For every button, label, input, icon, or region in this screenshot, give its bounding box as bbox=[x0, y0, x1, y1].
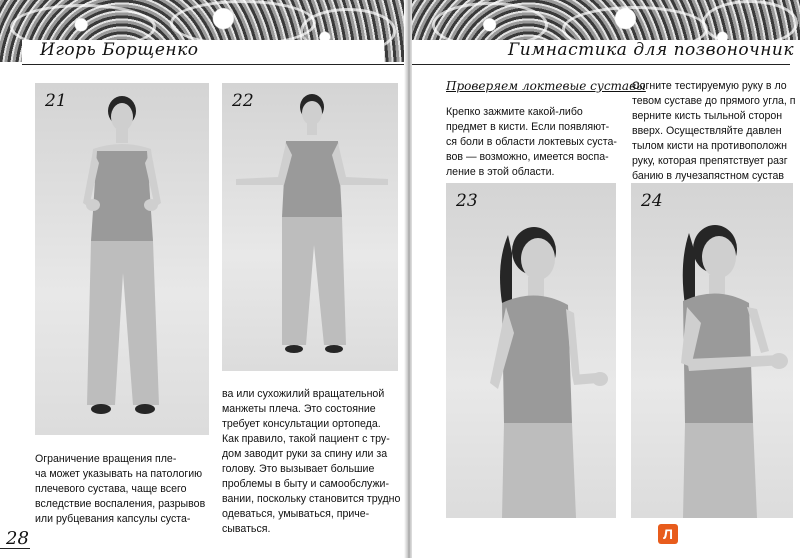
running-header-book-title: Гимнастика для позвоночник bbox=[507, 40, 794, 60]
text-line: предмет в кисти. Если появляют- bbox=[446, 121, 610, 133]
text-line: плечевого сустава, чаще всего bbox=[35, 483, 187, 495]
text-line: банию в лучезапястном сустав bbox=[632, 170, 784, 182]
text-line: ча может указывать на патологию bbox=[35, 468, 203, 480]
text-line: дом заводит руки за спину или за bbox=[222, 448, 388, 460]
photo-figure-21 bbox=[35, 83, 209, 435]
text-line: тевом суставе до прямого угла, п bbox=[632, 95, 796, 107]
text-line: вов — возможно, имеется воспа- bbox=[446, 151, 609, 163]
text-line: одеваться, умываться, приче- bbox=[222, 508, 370, 520]
figure-number: 24 bbox=[641, 191, 663, 211]
woman-standing-arms-bent-figure bbox=[35, 83, 209, 435]
text-line: вследствие воспаления, разрывов bbox=[35, 498, 206, 510]
page-number: 28 bbox=[6, 528, 29, 549]
running-header-author: Игорь Борщенко bbox=[40, 40, 199, 60]
text-line: тылом кисти на противоположн bbox=[632, 140, 787, 152]
text-line: Согните тестируемую руку в ло bbox=[632, 80, 787, 92]
text-line: верните кисть тыльной сторон bbox=[632, 110, 783, 122]
figure-number: 21 bbox=[45, 91, 67, 111]
text-line: Крепко зажмите какой-либо bbox=[446, 106, 583, 118]
header-rule bbox=[412, 64, 790, 65]
text-line: сываться. bbox=[222, 523, 271, 535]
text-line: вании, поскольку становится трудно bbox=[222, 493, 401, 505]
woman-elbow-resistance-figure bbox=[631, 183, 793, 518]
photo-figure-23 bbox=[446, 183, 616, 518]
header-rule bbox=[22, 64, 406, 65]
text-line: манжеты плеча. Это состояние bbox=[222, 403, 376, 415]
woman-elbow-bent-fist-figure bbox=[446, 183, 616, 518]
figure-number: 22 bbox=[232, 91, 254, 111]
text-line: голову. Это вызывает большие bbox=[222, 463, 375, 475]
text-line: ва или сухожилий вращательной bbox=[222, 388, 385, 400]
text-line: вверх. Осуществляйте давлен bbox=[632, 125, 782, 137]
text-line: проблемы в быту и самообслужи- bbox=[222, 478, 389, 490]
section-title: Проверяем локтевые суставы bbox=[446, 79, 646, 93]
text-line: или рубцевания капсулы суста- bbox=[35, 513, 191, 525]
woman-standing-arms-rotated-out-figure bbox=[222, 83, 398, 371]
photo-figure-24 bbox=[631, 183, 793, 518]
text-line: руку, которая препятствует разг bbox=[632, 155, 788, 167]
text-line: требует консультации ортопеда. bbox=[222, 418, 381, 430]
text-line: Как правило, такой пациент с тру- bbox=[222, 433, 390, 445]
photo-figure-22 bbox=[222, 83, 398, 371]
right-page bbox=[412, 0, 800, 558]
text-line: ся боли в области локтевых суста- bbox=[446, 136, 617, 148]
publisher-logo: Л bbox=[658, 524, 678, 544]
figure-number: 23 bbox=[456, 191, 478, 211]
text-line: Ограничение вращения пле- bbox=[35, 453, 177, 465]
text-line: ление в этой области. bbox=[446, 166, 555, 178]
